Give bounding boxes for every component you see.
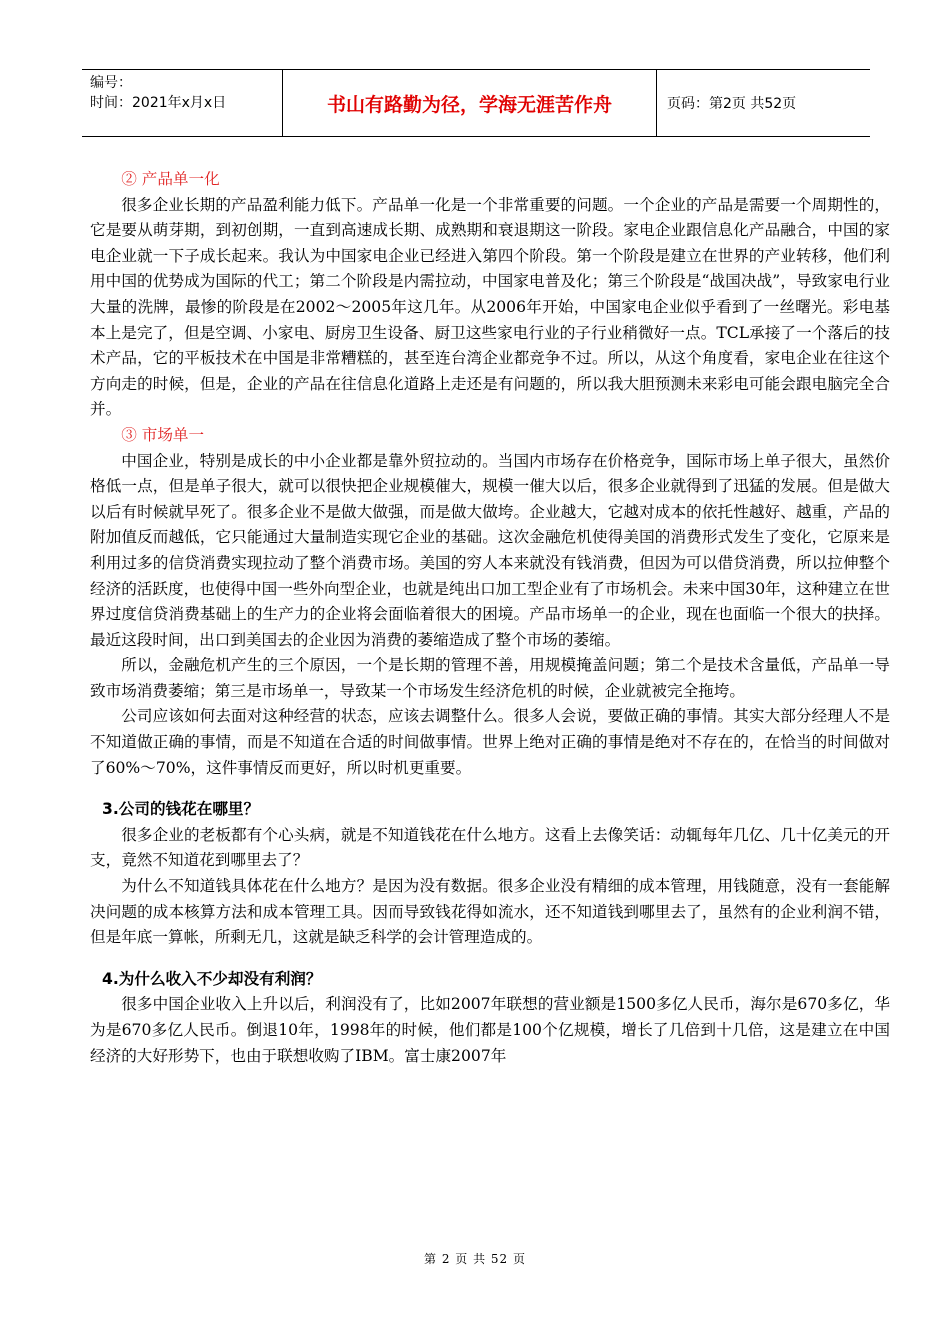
date-label: 时间：2021年x月x日 [90, 95, 227, 111]
header-meta [82, 70, 282, 136]
paragraph: 为什么不知道钱具体花在什么地方？是因为没有数据。很多企业没有精细的成本管理，用钱随意，没有一套能解决问题的成本核算方法和成本管理工具。因而导致钱花得如流水，还不知道钱到哪里去了，虽然有的企业利润不错，但是年底一算帐，所剩无几，这就是缺乏科学的会计管理造成的。 [90, 877, 890, 947]
document-body [90, 167, 890, 1069]
paragraph: 很多企业的老板都有个心头病，就是不知道钱花在什么地方。这看上去像笑话：动辄每年几亿、几十亿美元的开支，竟然不知道花到哪里去了？ [90, 825, 890, 870]
page-header [82, 69, 870, 137]
spacer [90, 781, 890, 797]
paragraph: 很多中国企业收入上升以后，利润没有了，比如2007年联想的营业额是1500多亿人民币，海尔是670多亿，华为是670多亿人民币。倒退10年，1998年的时候，他们都是100个亿规模，增长了几倍到十几倍，这是建立在中国经济的大好形势下，也由于联想收购了IBM。富士康2007年 [90, 995, 890, 1065]
subsection-title-product: ② 产品单一化 [121, 170, 220, 188]
subsection-title-market: ③ 市场单一 [121, 425, 205, 444]
header-motto: 书山有路勤为径，学海无涯苦作舟 [282, 70, 657, 136]
header-page-number: 页码：第2页 共52页 [667, 96, 797, 112]
paragraph: 所以，金融危机产生的三个原因，一个是长期的管理不善，用规模掩盖问题；第二个是技术含量低，产品单一导致市场消费萎缩；第三是市场单一，导致某一个市场发生经济危机的时候，企业就被完全拖垮。 [90, 656, 890, 700]
number-label: 编号： [90, 75, 132, 91]
paragraph: 很多企业长期的产品盈利能力低下。产品单一化是一个非常重要的问题。一个企业的产品是需要一个周期性的，它是要从萌芽期，到初创期，一直到高速成长期、成熟期和衰退期这一阶段。家电企业跟信息化产品融合，中国的家电企业就一下子成长起来。我认为中国家电企业已经进入第四个阶段。第一个阶段是建立在世界的产业转移，他们利用中国的优势成为国际的代工；第二个阶段是内需拉动，中国家电普及化；第三个阶段是“战国决战”，导致家电行业大量的洗牌，最惨的阶段是在2002～2005年这几年。从2006年开始，中国家电企业似乎看到了一丝曙光。彩电基本上是完了，但是空调、小家电、厨房卫生设备、厨卫这些家电行业的子行业稍微好一点。TCL承接了一个落后的技术产品，它的平板技术在中国是非常糟糕的，甚至连台湾企业都竞争不过。所以，从这个角度看，家电企业在往这个方向走的时候，但是，企业的产品在往信息化道路上走还是有问题的，所以我大胆预测未来彩电可能会跟电脑完全合并。 [90, 195, 890, 419]
section-heading-3: 3.公司的钱花在哪里？ [102, 800, 260, 819]
paragraph: 公司应该如何去面对这种经营的状态，应该去调整什么。很多人会说，要做正确的事情。其实大部分经理人不是不知道做正确的事情，而是不知道在合适的时间做事情。世界上绝对正确的事情是绝对不存在的，在恰当的时间做对了60%～70%，这件事情反而更好，所以时机更重要。 [90, 707, 890, 777]
paragraph: 中国企业，特别是成长的中小企业都是靠外贸拉动的。当国内市场存在价格竞争，国际市场上单子很大，虽然价格低一点，但是单子很大，就可以很快把企业规模催大，规模一催大以后，很多企业就得到了迅猛的发展。但是做大以后有时候就早死了。很多企业不是做大做强，而是做大做垮。企业越大，它越对成本的依托性越好、越重，产品的附加值反而越低，它只能通过大量制造实现它企业的基础。这次金融危机使得美国的消费形式发生了变化，它原来是利用过多的信贷消费实现拉动了整个消费市场。美国的穷人本来就没有钱消费，但因为可以借贷消费，所以拉伸整个经济的活跃度，也使得中国一些外向型企业，也就是纯出口加工型企业有了市场机会。未来中国30年，这种建立在世界过度信贷消费基础上的生产力的企业将会面临着很大的困境。产品市场单一的企业，现在也面临一个很大的抉择。最近这段时间，出口到美国去的企业因为消费的萎缩造成了整个市场的萎缩。 [90, 451, 890, 649]
section-heading-4: 4.为什么收入不少却没有利润？ [102, 969, 322, 988]
spacer [90, 951, 890, 967]
page-footer: 第 2 页 共 52 页 [424, 1252, 526, 1266]
